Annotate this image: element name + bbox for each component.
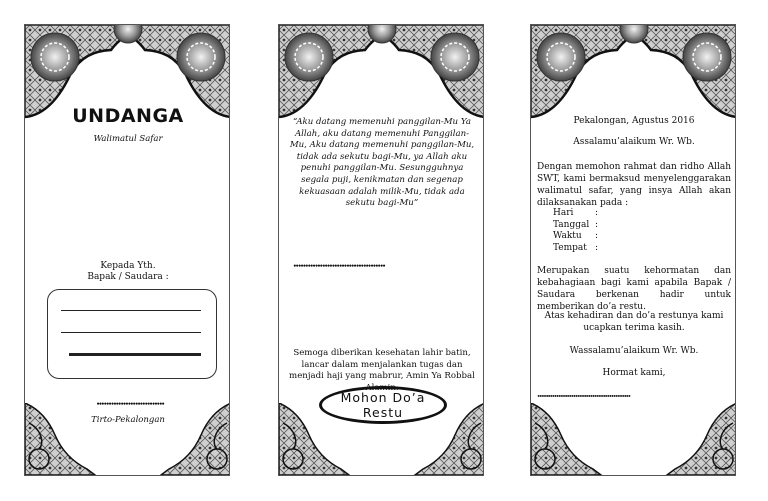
thanks-statement: Atas kehadiran dan do’a restunya kami ucapkan terima kasih. (544, 311, 724, 333)
address-line (69, 353, 201, 356)
address-box (47, 289, 217, 379)
field-label: Tempat (553, 242, 587, 253)
prayer-request-text: Mohon Do’a Restu (340, 390, 426, 420)
event-subtitle: Walimatul Safar (93, 134, 163, 144)
invitation-title: UNDANGA (72, 105, 184, 127)
event-field-row (553, 243, 673, 255)
honor-statement: Merupakan suatu kehormatan dan kebahagiaan bagi kami apabila Bapak / Saudara berkenan hadir untuk memberikan do’a restu. (537, 266, 731, 312)
cover-panel (24, 24, 230, 476)
opening-greeting: Assalamu’alaikum Wr. Wb. (573, 137, 695, 147)
closing-greeting: Wassalamu’alaikum Wr. Wb. (569, 346, 699, 356)
field-separator: : (595, 208, 599, 218)
top-arabesque-ornament (279, 25, 484, 123)
event-details-list (553, 208, 673, 254)
sender-location: Tirto-Pekalongan (91, 415, 165, 425)
letter-date: Pekalongan, Agustus 2016 (573, 116, 695, 126)
top-arabesque-ornament (531, 25, 736, 123)
dotted-separator: •••••••••••••••••••••••••••• (96, 402, 164, 408)
field-separator: : (595, 242, 599, 253)
regards-line: Hormat kami, (602, 368, 666, 378)
event-field-row (553, 208, 673, 220)
field-separator: : (595, 231, 599, 241)
recipient-subheading: Bapak / Saudara : (87, 272, 169, 282)
field-label: Waktu (553, 231, 582, 241)
prayer-text: Semoga diberikan kesehatan lahir batin, lancar dalam menjalankan tugas dan menjadi haji yang mabrur, Amin Ya Robbal Alamin. (289, 348, 475, 393)
bottom-corner-ornament (531, 403, 736, 475)
field-label: Hari (553, 208, 574, 218)
details-panel (530, 24, 736, 476)
quote-panel (278, 24, 484, 476)
address-line (61, 310, 201, 311)
dotted-separator: •••••••••••••••••••••••••••••••••••••• (293, 264, 385, 270)
event-field-row (553, 220, 673, 232)
event-field-row (553, 231, 673, 243)
field-label: Tanggal (553, 219, 590, 230)
bottom-corner-ornament (279, 403, 484, 475)
address-line (61, 332, 201, 333)
talbiyah-quote: “Aku datang memenuhi panggilan-Mu Ya Allah, aku datang memenuhi Panggilan-Mu, Aku datang memenuhi panggilan-Mu, tidak ada sekutu bagi-Mu, ya Allah aku penuhi panggilan-Mu. Sesungguhnya segala puji, kenikmatan dan segenap kekuasaan adalah milik-Mu, tidak ada sekutu bagi-Mu” (289, 117, 475, 209)
field-separator: : (595, 219, 599, 230)
signature-dotted-line: •••••••••••••••••••••••••••••••••••••••••••• (537, 394, 630, 400)
invitation-intro: Dengan memohon rahmat dan ridho Allah SWT, kami bermaksud menyelenggarakan walimatul safar, yang insya Allah akan dilaksanakan pada : (537, 162, 731, 208)
bottom-corner-ornament (25, 403, 230, 475)
recipient-heading: Kepada Yth. (100, 261, 156, 271)
